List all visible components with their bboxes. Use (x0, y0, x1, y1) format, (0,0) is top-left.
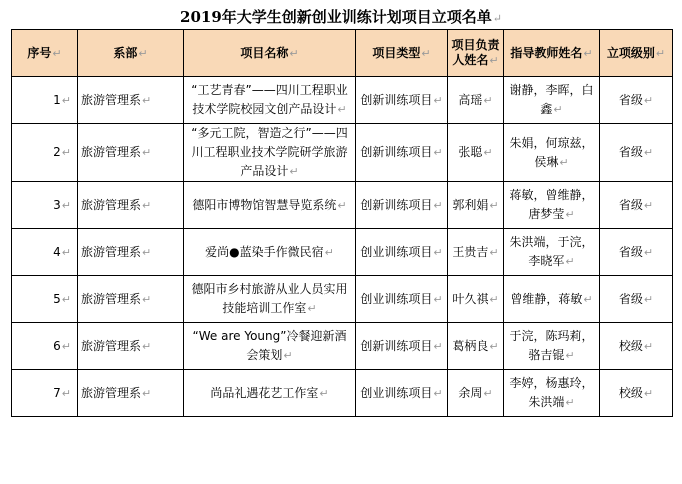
paragraph-mark: ↵ (307, 302, 317, 315)
table-row (12, 77, 673, 124)
table-header-row (12, 30, 673, 77)
cell-leader (448, 182, 504, 229)
cell-no-text: 3 (53, 197, 61, 212)
cell-project-name (184, 182, 356, 229)
cell-project-type (356, 124, 448, 182)
paragraph-mark: ↵ (142, 245, 152, 259)
header-project-type: 项目类型↵ (356, 30, 448, 77)
cell-dept (78, 182, 184, 229)
paragraph-mark: ↵ (337, 103, 347, 116)
cell-project-name-text: 爱尚●蓝染手作微民宿 (205, 244, 324, 259)
paragraph-mark: ↵ (61, 198, 71, 212)
header-teachers: 指导教师姓名↵ (504, 30, 600, 77)
paragraph-mark: ↵ (324, 245, 334, 259)
paragraph-mark: ↵ (489, 339, 499, 353)
cell-teachers (504, 370, 600, 417)
cell-project-type (356, 323, 448, 370)
cell-leader (448, 124, 504, 182)
cell-level-text: 省级 (618, 145, 643, 159)
cell-leader-text: 葛柄良 (452, 338, 489, 353)
cell-leader-text: 叶久祺 (452, 291, 489, 306)
cell-level (600, 229, 673, 276)
paragraph-mark: ↵ (142, 93, 152, 107)
cell-level-text: 省级 (618, 92, 643, 107)
table-row (12, 276, 673, 323)
paragraph-mark: ↵ (553, 103, 563, 116)
cell-level (600, 276, 673, 323)
cell-level-text: 校级 (618, 338, 643, 353)
cell-project-name (184, 124, 356, 182)
cell-level (600, 124, 673, 182)
cell-no (12, 182, 78, 229)
cell-level (600, 370, 673, 417)
paragraph-mark: ↵ (483, 146, 493, 159)
header-leader: 项目负责人姓名↵ (448, 30, 504, 77)
cell-project-name-text: 德阳市乡村旅游从业人员实用技能培训工作室 (191, 282, 348, 315)
cell-project-name (184, 370, 356, 417)
cell-teachers-text: 蒋敏，曾维静，唐梦莹 (509, 188, 594, 221)
paragraph-mark: ↵ (583, 292, 593, 306)
cell-no-text: 7 (53, 385, 61, 400)
paragraph-mark: ↵ (61, 146, 71, 159)
cell-teachers (504, 323, 600, 370)
cell-project-type (356, 370, 448, 417)
paragraph-mark: ↵ (433, 245, 443, 259)
cell-leader (448, 77, 504, 124)
cell-level (600, 182, 673, 229)
cell-teachers (504, 276, 600, 323)
cell-dept-text: 旅游管理系 (81, 197, 142, 212)
cell-level-text: 省级 (618, 291, 643, 306)
cell-no-text: 2 (53, 145, 61, 159)
table-row (12, 182, 673, 229)
cell-dept-text: 旅游管理系 (81, 92, 142, 107)
cell-leader-text: 高瑶 (458, 92, 483, 107)
cell-project-type (356, 229, 448, 276)
paragraph-mark: ↵ (61, 93, 71, 107)
cell-leader-text: 张聪 (458, 145, 483, 159)
cell-leader-text: 余周 (458, 385, 483, 400)
paragraph-mark: ↵ (433, 292, 443, 306)
cell-project-name-text: “多元工院，智造之行”——四川工程职业技术学院研学旅游产品设计 (191, 126, 348, 178)
paragraph-mark: ↵ (142, 339, 152, 353)
cell-teachers (504, 182, 600, 229)
cell-teachers-text: 李婷，杨惠玲，朱洪端 (509, 376, 594, 409)
cell-dept (78, 323, 184, 370)
header-project-name: 项目名称↵ (184, 30, 356, 77)
paragraph-mark: ↵ (433, 339, 443, 353)
paragraph-mark: ↵ (61, 292, 71, 306)
cell-dept (78, 229, 184, 276)
table-row (12, 323, 673, 370)
paragraph-mark: ↵ (565, 349, 575, 362)
cell-leader (448, 370, 504, 417)
paragraph-mark: ↵ (643, 292, 654, 306)
cell-no (12, 370, 78, 417)
paragraph-mark: ↵ (643, 198, 654, 212)
cell-project-type (356, 77, 448, 124)
cell-teachers (504, 124, 600, 182)
paragraph-mark: ↵ (489, 292, 499, 306)
header-dept: 系部↵ (78, 30, 184, 77)
cell-dept (78, 77, 184, 124)
cell-no-text: 5 (53, 291, 61, 306)
cell-dept-text: 旅游管理系 (81, 338, 142, 353)
cell-dept-text: 旅游管理系 (81, 145, 142, 159)
project-table (11, 29, 673, 417)
paragraph-mark: ↵ (643, 146, 654, 159)
cell-no (12, 77, 78, 124)
cell-dept-text: 旅游管理系 (81, 244, 142, 259)
cell-dept (78, 276, 184, 323)
paragraph-mark: ↵ (643, 339, 654, 353)
cell-no-text: 1 (53, 92, 61, 107)
paragraph-mark: ↵ (643, 386, 654, 400)
cell-project-type-text: 创新训练项目 (360, 92, 433, 107)
cell-level-text: 校级 (618, 385, 643, 400)
cell-teachers (504, 77, 600, 124)
cell-teachers-text: 曾维静，蒋敏 (510, 291, 583, 306)
cell-teachers-text: 谢静，李晖，白鑫 (509, 83, 594, 116)
cell-teachers-text: 朱娟，何琼兹，侯琳 (509, 135, 594, 169)
cell-level (600, 77, 673, 124)
cell-dept (78, 124, 184, 182)
paragraph-mark: ↵ (565, 396, 575, 409)
header-level: 立项级别↵ (600, 30, 673, 77)
paragraph-mark: ↵ (565, 208, 575, 221)
cell-project-name (184, 77, 356, 124)
cell-project-type-text: 创新训练项目 (360, 338, 433, 353)
paragraph-mark: ↵ (483, 386, 493, 400)
paragraph-mark: ↵ (559, 155, 569, 169)
cell-project-name (184, 323, 356, 370)
cell-project-name (184, 229, 356, 276)
paragraph-mark: ↵ (142, 198, 152, 212)
paragraph-mark: ↵ (142, 146, 152, 159)
cell-project-type-text: 创新训练项目 (360, 145, 433, 159)
cell-leader (448, 276, 504, 323)
cell-project-type-text: 创业训练项目 (360, 291, 433, 306)
cell-project-type (356, 276, 448, 323)
cell-teachers-text: 朱洪端，于浣，李晓军 (509, 235, 594, 268)
cell-no-text: 4 (53, 244, 61, 259)
paragraph-mark: ↵ (643, 245, 654, 259)
cell-no (12, 124, 78, 182)
header-no: 序号↵ (12, 30, 78, 77)
table-row (12, 370, 673, 417)
paragraph-mark: ↵ (433, 93, 443, 107)
paragraph-mark: ↵ (142, 386, 152, 400)
paragraph-mark: ↵ (319, 386, 329, 400)
paragraph-mark: ↵ (489, 198, 499, 212)
cell-project-type (356, 182, 448, 229)
table-row (12, 229, 673, 276)
paragraph-mark: ↵ (142, 292, 152, 306)
cell-no (12, 276, 78, 323)
cell-dept (78, 370, 184, 417)
cell-teachers (504, 229, 600, 276)
cell-leader-text: 王贵吉 (452, 244, 489, 259)
cell-project-name-text: 尚品礼遇花艺工作室 (210, 385, 319, 400)
cell-project-type-text: 创新训练项目 (360, 197, 433, 212)
cell-dept-text: 旅游管理系 (81, 291, 142, 306)
cell-no (12, 323, 78, 370)
cell-teachers-text: 于浣，陈玛莉，骆吉锟 (509, 329, 594, 362)
cell-leader-text: 郭利娟 (452, 197, 489, 212)
paragraph-mark: ↵ (433, 386, 443, 400)
paragraph-mark: ↵ (643, 93, 654, 107)
cell-project-type-text: 创业训练项目 (360, 385, 433, 400)
cell-project-name-text: “工艺青春”——四川工程职业技术学院校园文创产品设计 (191, 83, 348, 116)
cell-leader (448, 229, 504, 276)
cell-level-text: 省级 (618, 244, 643, 259)
paragraph-mark: ↵ (565, 255, 575, 268)
paragraph-mark: ↵ (337, 198, 347, 212)
cell-project-name-text: 德阳市博物馆智慧导览系统 (192, 197, 337, 212)
paragraph-mark: ↵ (433, 146, 443, 159)
cell-no (12, 229, 78, 276)
page-title: 2019年大学生创新创业训练计划项目立项名单↵ (180, 8, 502, 26)
paragraph-mark: ↵ (489, 245, 499, 259)
cell-project-name-text: “We are Young”冷餐迎新酒会策划 (192, 329, 347, 362)
table-row (12, 124, 673, 182)
paragraph-mark: ↵ (483, 93, 493, 107)
cell-project-name (184, 276, 356, 323)
paragraph-mark: ↵ (61, 245, 71, 259)
paragraph-mark: ↵ (61, 386, 71, 400)
paragraph-mark: ↵ (433, 198, 443, 212)
cell-no-text: 6 (53, 338, 61, 353)
paragraph-mark: ↵ (283, 349, 293, 362)
cell-dept-text: 旅游管理系 (81, 385, 142, 400)
paragraph-mark: ↵ (61, 339, 71, 353)
cell-project-type-text: 创业训练项目 (360, 244, 433, 259)
cell-leader (448, 323, 504, 370)
cell-level-text: 省级 (618, 197, 643, 212)
paragraph-mark: ↵ (289, 165, 299, 178)
cell-level (600, 323, 673, 370)
